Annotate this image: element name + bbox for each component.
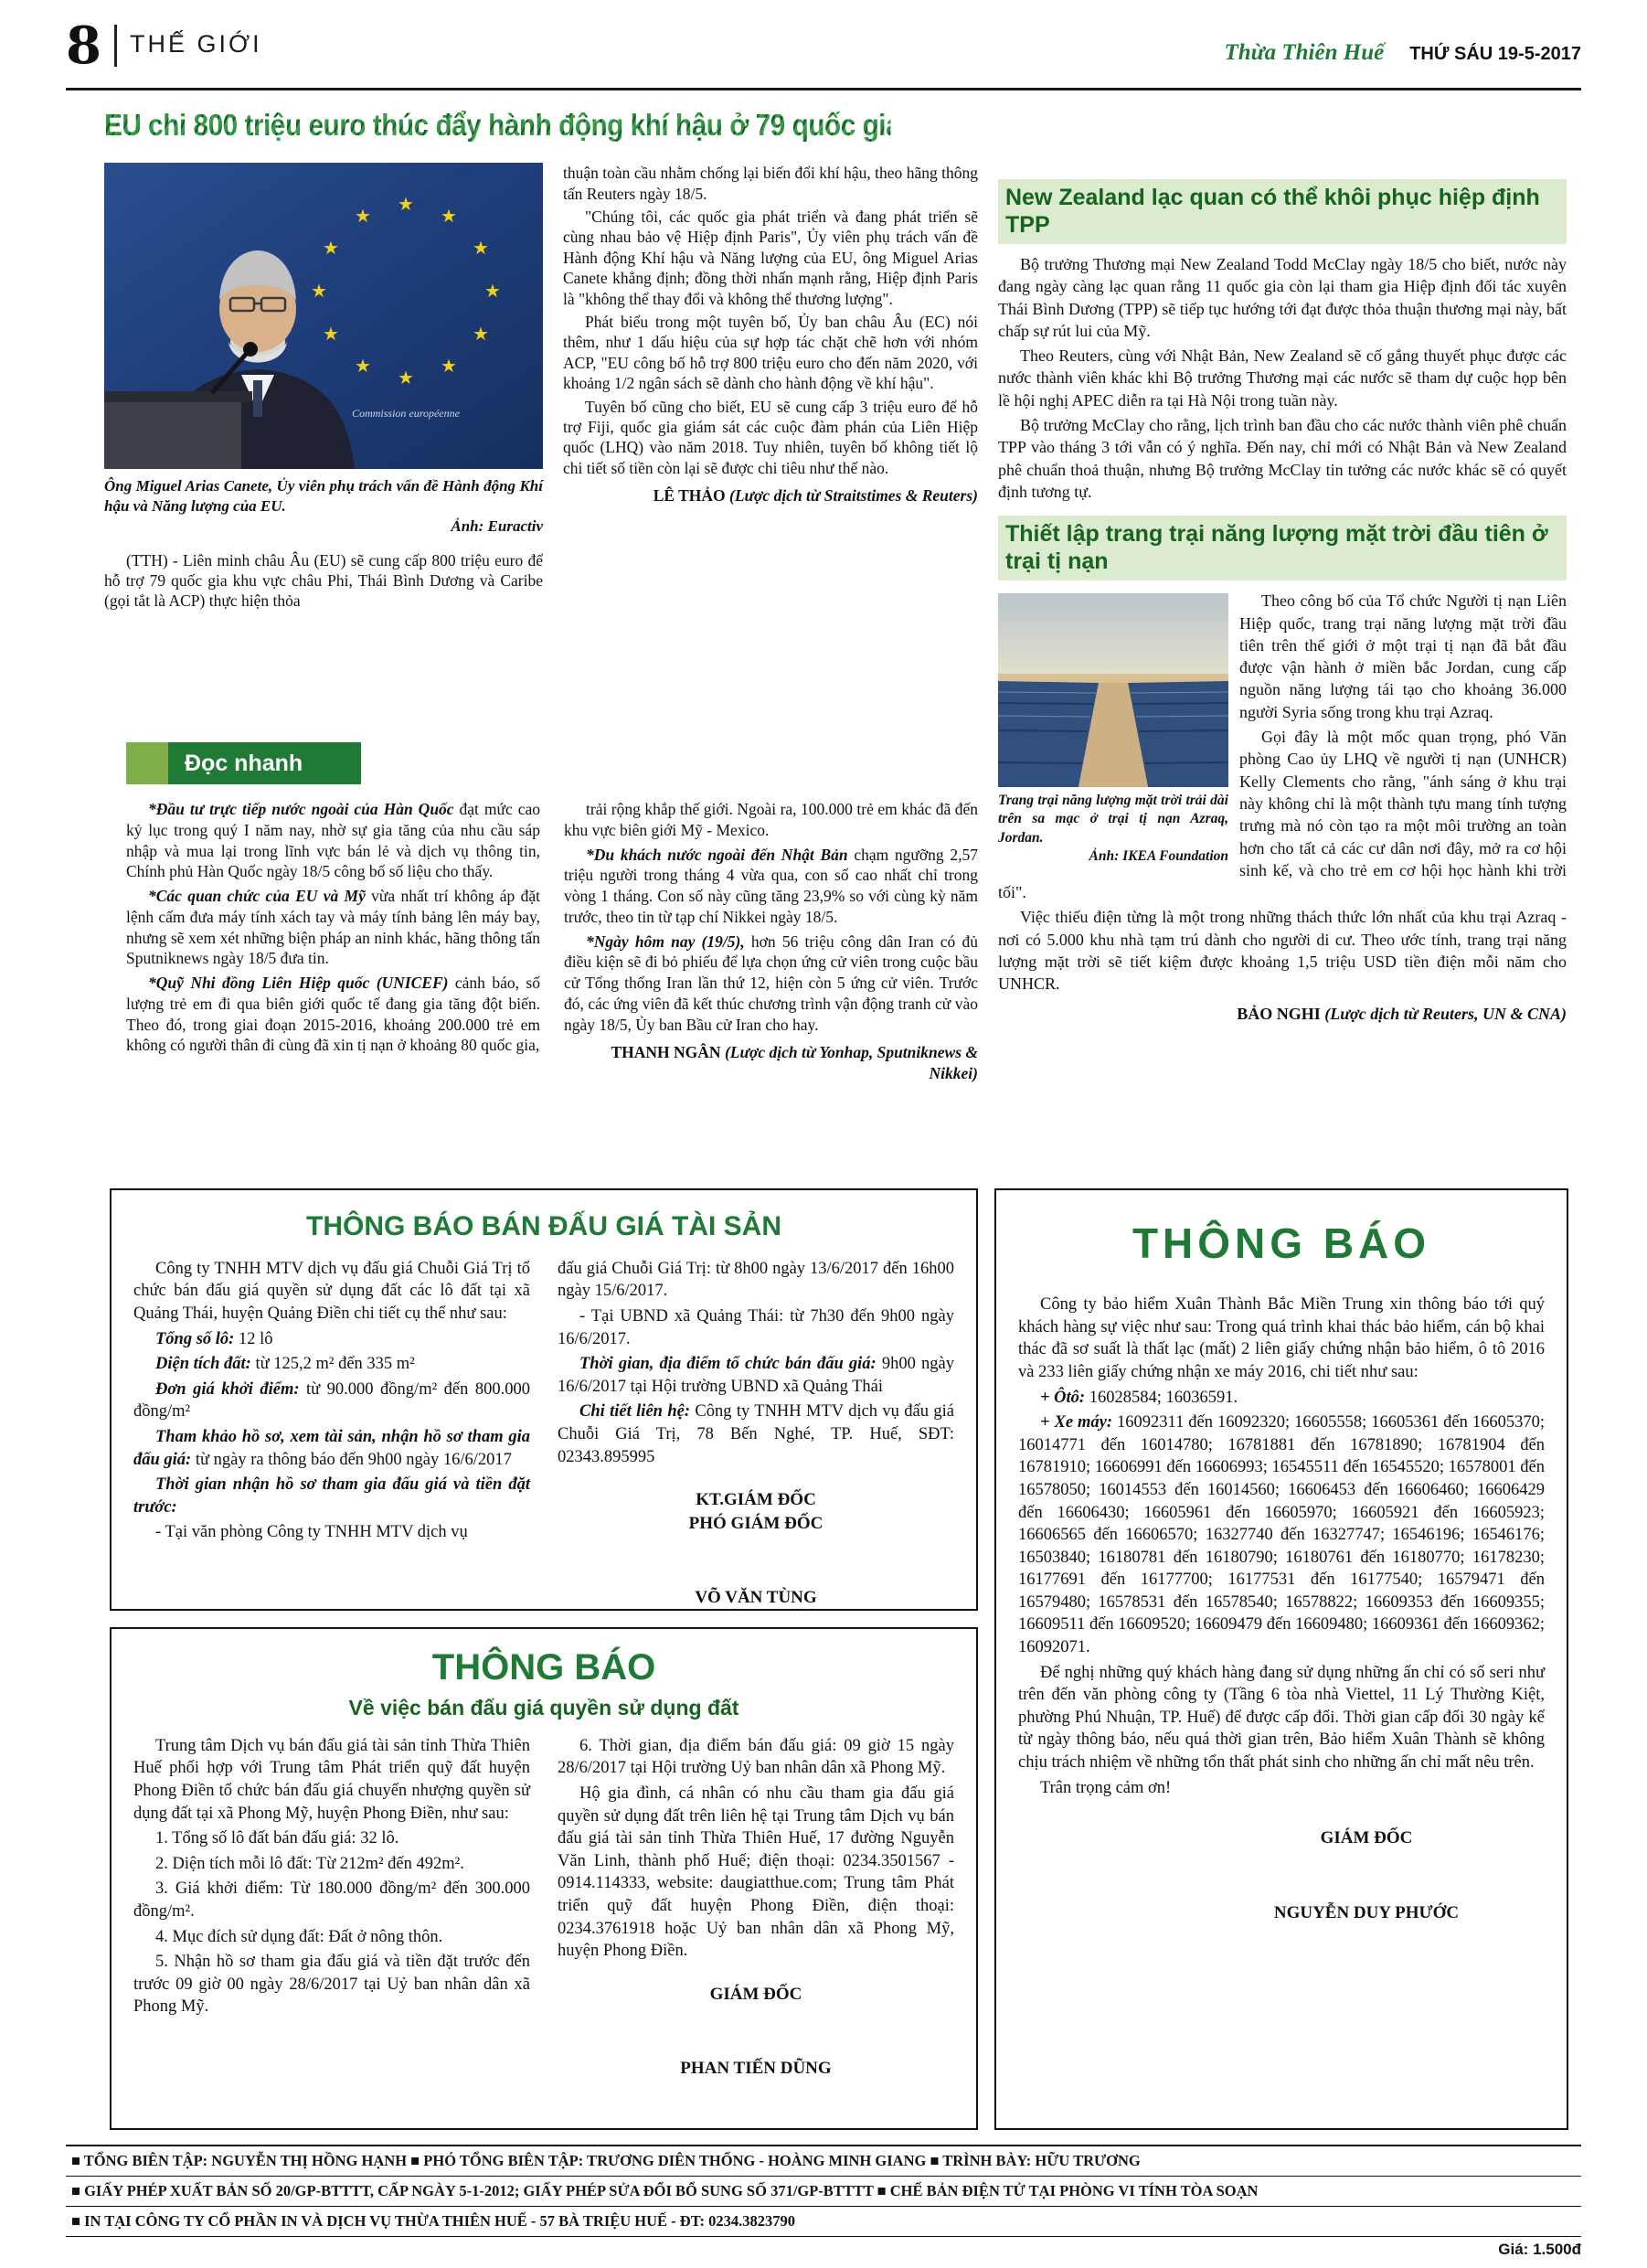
quick-reads-header: [126, 742, 978, 784]
land-notice-title: THÔNG BÁO: [431, 1647, 656, 1688]
signature-block: [558, 1488, 954, 1609]
quick-reads-column-1: [126, 799, 540, 1087]
notice-label: Diện tích đất:: [155, 1355, 251, 1374]
svg-text:★: ★: [473, 239, 489, 260]
svg-text:★: ★: [441, 207, 457, 228]
notice-label: Thời gian nhận hồ sơ tham gia đấu giá và tiền đặt trước:: [133, 1475, 530, 1517]
photo-caption-text: Ông Miguel Arias Canete, Ủy viên phụ trách vấn đề Hành động Khí hậu và Năng lượng của EU.: [104, 477, 543, 516]
eu-official-photo: [104, 163, 543, 469]
notice-paragraph: [558, 1400, 954, 1468]
notice-label: + Xe máy:: [1040, 1413, 1113, 1432]
notice-paragraph: - Tại văn phòng Công ty TNHH MTV dịch vụ: [155, 1523, 468, 1542]
auction-notice: [110, 1188, 978, 1611]
notice-value: 16028584; 16036591.: [1085, 1388, 1238, 1407]
quick-reads-heading: Đọc nhanh: [168, 742, 361, 784]
issue-date: THỨ SÁU 19-5-2017: [1409, 44, 1581, 64]
notice-value: từ 90.000 đồng/m² đến 800.000 đồng/m²: [133, 1379, 530, 1421]
article-byline: [563, 485, 978, 506]
signature-block: [558, 1983, 954, 2081]
body-paragraph: "Chúng tôi, các quốc gia phát triển và đang phát triển sẽ cùng nhau bảo vệ Hiệp định Paris", Ủy viên phụ trách vấn đề Hành động Khí hậu và Năng lượng của EU, ông Miguel Arias Canete khẳng định; đồng thời nhấn mạnh rằng, Hiệp định Paris là "không thể thay đổi và không thể thương lượng".: [563, 208, 978, 308]
page-header: [66, 16, 1581, 76]
header-right: [1224, 40, 1581, 71]
footer-line: ■ TỔNG BIÊN TẬP: NGUYỄN THỊ HỒNG HẠNH ■ PHÓ TỔNG BIÊN TẬP: TRƯƠNG DIÊN THỐNG - HOÀNG MINH GIANG ■ TRÌNH BÀY: HỮU TRƯƠNG: [66, 2146, 1581, 2177]
page-number: 8: [66, 16, 101, 76]
body-paragraph: Tuyên bố cũng cho biết, EU sẽ cung cấp 3 triệu euro để hỗ trợ Fiji, quốc gia giám sát các cuộc đàm phán của Liên Hiệp quốc (LHQ) vào năm 2018. Tuy nhiên, tuyên bố không tiết lộ chi tiết số tiền còn lại sẽ được chi tiêu như thế nào.: [563, 397, 978, 477]
land-auction-notice: [110, 1627, 978, 2130]
svg-text:★: ★: [484, 282, 501, 303]
byline-name: THANH NGÂN: [611, 1043, 721, 1062]
notice-paragraph: 1. Tổng số lô đất bán đấu giá: 32 lô.: [155, 1829, 399, 1848]
news-brief-lead: *Du khách nước ngoài đến Nhật Bản: [586, 845, 848, 864]
nz-article-title: New Zealand lạc quan có thể khôi phục hiệp định TPP: [998, 179, 1567, 244]
notice-paragraph: 3. Giá khởi điểm: Từ 180.000 đồng/m² đến 300.000 đồng/m².: [133, 1879, 530, 1921]
svg-text:★: ★: [473, 325, 489, 346]
photo-overlay-text: Commission européenne: [352, 407, 460, 421]
news-brief-text: vừa nhất trí không áp đặt lệnh cấm đưa máy tính xách tay và máy tính bảng lên máy bay, nhưng sẽ xem xét những biện pháp an ninh khác, hãng thông tấn Sputniknews ngày 18/5 đưa tin.: [126, 887, 540, 968]
news-brief: [564, 932, 978, 1036]
newspaper-brand: Thừa Thiên Huế: [1224, 40, 1385, 65]
auction-notice-title: THÔNG BÁO BÁN ĐẤU GIÁ TÀI SẢN: [306, 1211, 781, 1241]
byline-source: (Lược dịch từ Straitstimes & Reuters): [729, 486, 978, 506]
byline-name: LÊ THẢO: [653, 486, 726, 506]
body-paragraph: Phát biểu trong một tuyên bố, Ủy ban châu Âu (EC) nói thêm, như 1 dấu hiệu của sự hợp tác chặt chẽ hơn với nhóm ACP, "EU công bố hỗ trợ 800 triệu euro cho đến năm 2020, với khoảng 1/2 ngân sách sẽ dành cho hành động về khí hậu".: [563, 312, 978, 393]
notice-value: từ 125,2 m² đến 335 m²: [250, 1355, 415, 1374]
land-notice-column-2: [558, 1735, 954, 2080]
body-paragraph: Việc thiếu điện từng là một trong những thách thức lớn nhất của khu trại Azraq - nơi có 5.000 khu nhà tạm trú dành cho người di cư. Theo ước tính, trang trại năng lượng mặt trời sẽ tiết kiệm được khoảng 1,5 triệu USD tiền điện mỗi năm cho UNHCR.: [998, 908, 1567, 994]
svg-text:★: ★: [323, 325, 339, 346]
signature-name: PHAN TIẾN DŨNG: [680, 2058, 832, 2078]
body-paragraph: Bộ trưởng McClay cho rằng, lịch trình ban đầu cho các nước thành viên phê chuẩn TPP vào tháng 3 tới vẫn có ý nghĩa. Đến nay, chỉ mới có Nhật Bản và New Zealand phê chuẩn thoả thuận, nhưng Bộ trưởng McClay tin tưởng các nước khác sẽ có quyết định tương tự.: [998, 416, 1567, 501]
signature-title: GIÁM ĐỐC: [709, 1984, 802, 2004]
main-article-column-2: [563, 163, 978, 613]
signature-block: [1216, 1826, 1517, 1924]
notice-paragraph: Trung tâm Dịch vụ bán đấu giá tài sản tỉnh Thừa Thiên Huế phối hợp với Trung tâm Phát triển quỹ đất huyện Phong Điền tổ chức bán đấu giá chuyển nhượng quyền sử dụng đất tại xã Phong Mỹ, huyện Phong Điền, như sau:: [133, 1736, 530, 1823]
nz-article: [998, 179, 1567, 503]
notice-paragraph: 2. Diện tích mỗi lô đất: Từ 212m² đến 492m².: [155, 1854, 464, 1873]
news-brief-text: chạm ngưỡng 2,57 triệu người trong tháng 4 vừa qua, con số cao nhất chỉ trong vòng 1 tháng. Con số này cũng tăng 23,9% so với cùng kỳ năm trước, theo tin từ tạp chí Nikkei ngày 18/5.: [564, 845, 978, 926]
quick-reads-columns: [126, 799, 978, 1087]
notice-paragraph: 6. Thời gian, địa điểm bán đấu giá: 09 giờ 15 ngày 28/6/2017 tại Hội trường Uỷ ban nhân dân xã Phong Mỹ.: [558, 1736, 954, 1778]
svg-text:★: ★: [355, 207, 371, 228]
notice-value: 9h00 ngày 16/6/2017 tại Hội trường UBND xã Quảng Thái: [558, 1355, 955, 1396]
header-divider: [114, 25, 117, 67]
notice-label: Tham khảo hồ sơ, xem tài sản, nhận hồ sơ tham gia đấu giá:: [133, 1428, 530, 1469]
photo-caption: [104, 476, 543, 537]
news-brief: [126, 886, 540, 969]
svg-text:★: ★: [398, 368, 414, 389]
auction-notice-column-1: [133, 1258, 530, 1609]
insurance-notice: [994, 1188, 1568, 2130]
section-title: THẾ GIỚI: [129, 29, 262, 58]
signature-title: KT.GIÁM ĐỐC: [696, 1490, 816, 1510]
notice-paragraph: [133, 1426, 530, 1471]
svg-text:★: ★: [355, 357, 371, 378]
photo-credit: Ảnh: Euractiv: [451, 517, 543, 536]
notice-label: Đơn giá khởi điểm:: [155, 1379, 300, 1399]
svg-text:★: ★: [311, 282, 327, 303]
page-footer: [66, 2145, 1581, 2259]
news-brief-lead: *Đầu tư trực tiếp nước ngoài của Hàn Quốc: [148, 800, 454, 818]
signature-title: PHÓ GIÁM ĐỐC: [688, 1513, 824, 1533]
notice-paragraph: [1018, 1387, 1545, 1410]
auction-notice-column-2: [558, 1258, 954, 1609]
land-notice-columns: [133, 1735, 954, 2080]
notice-paragraph: 4. Mục đích sử dụng đất: Đất ở nông thôn.: [155, 1927, 443, 1946]
notice-value: 12 lô: [234, 1329, 273, 1348]
notice-paragraph: Công ty bảo hiểm Xuân Thành Bắc Miền Trung xin thông báo tới quý khách hàng sự việc như sau: Trong quá trình khai thác bảo hiểm, cán bộ khai thác đã sơ suất là thất lạc (mất) 2 liên giấy chứng nhận bảo hiểm, ô tô 2016 và 233 liên giấy chứng nhận xe máy 2016, chi tiết như sau:: [1018, 1295, 1545, 1381]
body-paragraph: Gọi đây là một mốc quan trọng, phó Văn phòng Cao ủy LHQ về người tị nạn (UNHCR) Kelly Clements cho rằng, "ánh sáng ở khu trại này không chỉ là một thành tựu mang tính tượng trưng mà nó còn tạo ra một môi trường an toàn hơn cho tất cả các cư dân nơi đây, mở ra cơ hội sinh kế, và cho trẻ em cơ hội học hành khi trời tối".: [998, 728, 1567, 902]
news-brief-text: trải rộng khắp thế giới. Ngoài ra, 100.000 trẻ em khác đã đến khu vực biên giới Mỹ - Mexico.: [564, 800, 978, 839]
notice-paragraph: [133, 1353, 530, 1376]
news-brief: [564, 799, 978, 841]
byline-source: (Lược dịch từ Yonhap, Sputniknews & Nikkei): [724, 1043, 978, 1082]
header-left: [66, 16, 262, 76]
byline-source: (Lược dịch từ Reuters, UN & CNA): [1324, 1004, 1567, 1023]
body-paragraph: Theo Reuters, cùng với Nhật Bản, New Zealand sẽ cố gắng thuyết phục được các nước thành viên khác khi Bộ trưởng Thương mại các nước sẽ tham dự cuộc họp bên lề hội nghị APEC diễn ra tại Hà Nội trong tuần này.: [998, 346, 1567, 410]
solar-photo-caption: [998, 792, 1228, 866]
notice-paragraph: Hộ gia đình, cá nhân có nhu cầu tham gia đấu giá quyền sử dụng đất trên liên hệ tại Trung tâm Dịch vụ bán đấu giá tài sản tỉnh Thừa Thiên Huế, 17 đường Nguyễn Văn Linh, thành phố Huế; điện thoại: 0234.3501567 - 0914.114333, website: daugiatthue.com; Trung tâm Phát triển quỹ đất huyện Phong Điền, điện thoại: 0234.3761918 hoặc Uỷ ban nhân dân xã Phong Mỹ, huyện Phong Điền.: [558, 1784, 954, 1961]
news-brief-lead: *Các quan chức của EU và Mỹ: [148, 887, 366, 905]
solar-article-title: Thiết lập trang trại năng lượng mặt trời đầu tiên ở trại tị nạn: [998, 516, 1567, 580]
signature-name: VÕ VĂN TÙNG: [695, 1587, 817, 1607]
svg-text:★: ★: [441, 357, 457, 378]
news-brief-text: đạt mức cao kỷ lục trong quý I năm nay, nhờ sự gia tăng của nhu cầu sáp nhập và mua lại trong lĩnh vực bán lẻ và dịch vụ thông tin, Chính phủ Hàn Quốc ngày 18/5 công bố số liệu cho thấy.: [126, 800, 541, 881]
main-article: [104, 106, 978, 614]
footer-line: ■ IN TẠI CÔNG TY CỔ PHẦN IN VÀ DỊCH VỤ THỪA THIÊN HUẾ - 57 BÀ TRIỆU HUẾ - ĐT: 0234.3823790: [66, 2207, 1581, 2237]
notice-label: + Ôtô:: [1040, 1388, 1086, 1407]
article-byline: [998, 1003, 1567, 1025]
signature-title: GIÁM ĐỐC: [1320, 1828, 1413, 1848]
land-notice-subtitle: Về việc bán đấu giá quyền sử dụng đất: [348, 1696, 739, 1720]
main-article-figure: [104, 163, 543, 537]
notice-value: Công ty TNHH MTV dịch vụ đấu giá Chuỗi Giá Trị, 78 Bến Nghé, TP. Huế, SĐT: 02343.895995: [558, 1402, 954, 1466]
quick-reads-section: [126, 742, 978, 1087]
main-article-column-1: [104, 163, 543, 613]
notice-paragraph: Trân trọng cảm ơn!: [1040, 1778, 1172, 1797]
auction-notice-columns: [133, 1258, 954, 1609]
notice-label: Chi tiết liên hệ:: [579, 1402, 690, 1421]
notice-label: Tổng số lô:: [155, 1329, 235, 1348]
solar-article-body: [998, 590, 1567, 1028]
article-byline: [564, 1042, 978, 1084]
news-brief-lead: *Ngày hôm nay (19/5),: [586, 932, 745, 951]
solar-article: [998, 516, 1567, 1028]
insurance-notice-title: THÔNG BÁO: [1132, 1219, 1431, 1267]
main-article-title: EU chi 800 triệu euro thúc đẩy hành động khí hậu ở 79 quốc gia: [104, 106, 890, 144]
notice-paragraph: - Tại UBND xã Quảng Thái: từ 7h30 đến 9h00 ngày 16/6/2017.: [558, 1307, 954, 1348]
solar-farm-photo: [998, 593, 1228, 787]
solar-caption-text: Trang trại năng lượng mặt trời trải dài trên sa mạc ở trại tị nạn Azraq, Jordan.: [998, 793, 1228, 846]
notice-paragraph: [133, 1474, 530, 1518]
signature-name: NGUYỄN DUY PHƯỚC: [1273, 1902, 1460, 1922]
body-paragraph: Bộ trưởng Thương mại New Zealand Todd McClay ngày 18/5 cho biết, nước này đang ngày càng lạc quan rằng 11 quốc gia còn lại tham gia Hiệp định đối tác xuyên Thái Bình Dương (TPP) sẽ tiếp tục hướng tới đạt được thỏa thuận thương mại này, bất chấp sự rút lui của Mỹ.: [998, 255, 1567, 340]
notice-value: 16092311 đến 16092320; 16605558; 16605361 đến 16605370; 16014771 đến 16014780; 16781881 đến 16781890; 16781904 đến 16781910; 16606991 đến 16606993; 16545511 đến 16545520; 16578001 đến 16578050; 16014553 đến 16014560; 16606453 đến 16606460; 16606429 đến 16606430; 16605961 đến 16605970; 16605921 đến 16605923; 16606565 đến 16606570; 16327740 đến 16327747; 16546196; 16546176; 16503840; 16180781 đến 16180790; 16180761 đến 16180770; 16178230; 16177691 đến 16177700; 16177531 đến 16177540; 16579471 đến 16579480; 16578531 đến 16578540; 16578822; 16609353 đến 16609355; 16609511 đến 16609520; 16609479 đến 16609480; 16609361 đến 16609362; 16092071.: [1018, 1413, 1545, 1657]
notice-paragraph: [558, 1353, 954, 1398]
svg-text:★: ★: [323, 239, 339, 260]
solar-figure: [998, 593, 1228, 866]
body-paragraph: Theo công bố của Tổ chức Người tị nạn Liên Hiệp quốc, trang trại năng lượng mặt trời đầu tiên trên thế giới ở một trại tị nạn đã bắt đầu được vận hành ở miền bắc Jordan, cung cấp nguồn năng lượng tái tạo cho khoảng 36.000 người Syria sống trong khu trại Azraq.: [1239, 591, 1567, 721]
notice-paragraph: 5. Nhận hồ sơ tham gia đấu giá và tiền đặt trước đến trước 09 giờ 00 ngày 28/6/2017 tại Uỷ ban nhân dân xã Phong Mỹ.: [133, 1953, 530, 2017]
notice-paragraph: Công ty TNHH MTV dịch vụ đấu giá Chuỗi Giá Trị tổ chức bán đấu giá quyền sử dụng đất các lô đất tại xã Quảng Thái, huyện Quảng Điền chi tiết cụ thể như sau:: [133, 1259, 530, 1324]
news-brief-text: cảnh báo, số lượng trẻ em đi qua biên giới quốc tế đang gia tăng đột biến. Theo đó, trong giai đoạn 2015-2016, khoảng 200.000 trẻ em không có người thân đi cùng đã xin tị nạn ở khoảng 80 quốc gia,: [126, 974, 540, 1055]
notice-paragraph: [133, 1379, 530, 1423]
cover-price: Giá: 1.500đ: [1498, 2241, 1581, 2258]
land-notice-column-1: [133, 1735, 530, 2080]
notice-value: từ ngày ra thông báo đến 9h00 ngày 16/6/2017: [191, 1450, 512, 1469]
notice-paragraph: [1018, 1411, 1545, 1659]
main-article-columns: [104, 163, 978, 613]
news-brief: [564, 845, 978, 928]
news-brief: [126, 799, 540, 882]
byline-name: BẢO NGHI: [1237, 1004, 1321, 1023]
masthead-rule: [66, 88, 1581, 91]
svg-text:★: ★: [398, 195, 414, 216]
news-brief-text: hơn 56 triệu công dân Iran có đủ điều kiện sẽ đi bỏ phiếu để lựa chọn ứng cử viên trong cuộc bầu cử Tổng thống Iran lần thứ 12, hiện còn 5 ứng cử viên. Trước đó, các ứng viên đã kết thúc chương trình vận động tranh cử vào ngày 18/5, Ủy ban Bầu cử Iran cho hay.: [564, 932, 978, 1034]
notice-paragraph: Để nghị những quý khách hàng đang sử dụng những ấn chỉ có số seri như trên đến văn phòng công ty (Tầng 6 tòa nhà Viettel, 11 Lý Thường Kiệt, phường Phú Nhuận, TP. Huế) để được cấp đổi. Thời gian cấp đổi 30 ngày kể từ ngày thông báo, nếu quá thời gian trên, Bảo hiểm Xuân Thành sẽ không chịu trách nhiệm về những tổn thất phát sinh cho những ấn chỉ mất nêu trên.: [1018, 1663, 1545, 1773]
solar-photo-credit: Ảnh: IKEA Foundation: [1089, 847, 1228, 864]
lead-paragraph: (TTH) - Liên minh châu Âu (EU) sẽ cung cấp 800 triệu euro để hỗ trợ 79 quốc gia khu vực châu Phi, Thái Bình Dương và Caribe (gọi tắt là ACP) thực hiện thỏa: [104, 550, 543, 611]
news-brief: [126, 973, 540, 1056]
quick-reads-column-2: [564, 799, 978, 1087]
footer-line: ■ GIẤY PHÉP XUẤT BẢN SỐ 20/GP-BTTTT, CẤP NGÀY 5-1-2012; GIẤY PHÉP SỬA ĐỔI BỔ SUNG SỐ 371/GP-BTTTT ■ CHẾ BẢN ĐIỆN TỬ TẠI PHÒNG VI TÍNH TÒA SOẠN: [66, 2177, 1581, 2207]
notice-paragraph: đấu giá Chuỗi Giá Trị: từ 8h00 ngày 13/6/2017 đến 16h00 ngày 15/6/2017.: [558, 1259, 954, 1301]
quick-reads-accent-square: [126, 742, 168, 784]
right-column: [998, 179, 1567, 1028]
news-brief-lead: *Quỹ Nhi đồng Liên Hiệp quốc (UNICEF): [148, 974, 449, 992]
notice-paragraph: [133, 1328, 530, 1351]
notice-label: Thời gian, địa điểm tổ chức bán đấu giá:: [579, 1355, 877, 1374]
body-paragraph: thuận toàn cầu nhằm chống lại biến đổi khí hậu, theo hãng thông tấn Reuters ngày 18/5.: [563, 164, 978, 203]
